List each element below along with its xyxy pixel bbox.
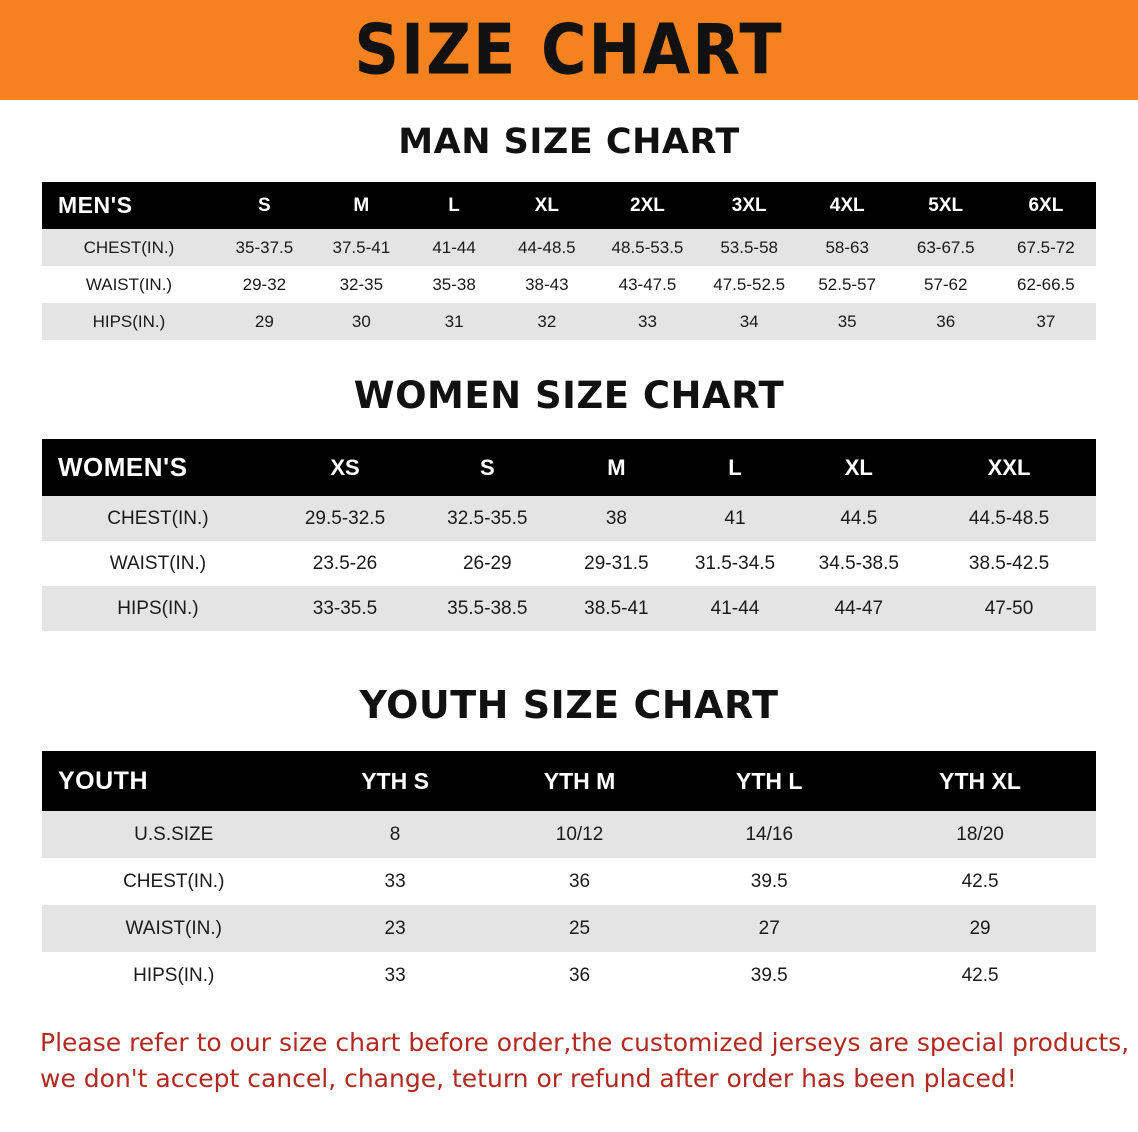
youth-row0-cell4: 18/20: [956, 823, 1004, 845]
women-row1-cell6: 38.5-42.5: [968, 552, 1050, 574]
man-row2-cell4: 32: [537, 311, 557, 331]
women-row2-cell0: HIPS(IN.): [117, 597, 199, 619]
man-row2-cell6: 34: [739, 311, 759, 331]
man-row1-cell3: 35-38: [432, 274, 476, 294]
man-header-cell-3: L: [410, 182, 499, 229]
women-row2-cell2: 35.5-38.5: [447, 597, 528, 619]
women-table-wrapper: [0, 439, 1138, 631]
youth-header-cell-0: YOUTH: [42, 751, 306, 811]
man-row1-cell0: WAIST(IN.): [85, 274, 173, 294]
youth-row2-cell3: 27: [758, 917, 780, 939]
women-header-cell-1: XS: [274, 439, 416, 496]
man-row1-cell8: 57-62: [923, 274, 968, 294]
man-header-cell-6: 3XL: [700, 182, 799, 229]
youth-row1-cell4: 42.5: [961, 870, 999, 892]
man-header-cell-5: 2XL: [595, 182, 699, 229]
man-row1-cell4: 38-43: [525, 274, 569, 294]
women-row2-cell6: 47-50: [984, 597, 1034, 619]
women-header-cell-4: L: [674, 439, 795, 496]
women-table-header-row: [42, 439, 1096, 496]
youth-row2-cell2: 25: [568, 917, 591, 939]
man-row1-cell6: 47.5-52.5: [713, 274, 786, 294]
table-row: [42, 858, 1096, 905]
man-row2-cell8: 36: [936, 311, 956, 331]
man-row0-cell4: 44-48.5: [517, 237, 576, 257]
man-table-header-row: [42, 182, 1096, 229]
table-row: [42, 229, 1096, 266]
table-row: [42, 952, 1096, 999]
page-title: SIZE CHART: [354, 8, 784, 91]
women-size-table: [42, 439, 1096, 631]
man-row0-cell7: 58-63: [825, 237, 869, 257]
man-row1-cell5: 43-47.5: [618, 274, 677, 294]
women-header-cell-3: M: [558, 439, 674, 496]
disclaimer-line-2: we don't accept cancel, change, teturn or refund after order has been placed!: [40, 1064, 1017, 1094]
youth-table-wrapper: [0, 751, 1138, 999]
youth-row1-cell0: CHEST(IN.): [123, 870, 225, 892]
man-row2-cell0: HIPS(IN.): [92, 311, 166, 331]
youth-row3-cell4: 42.5: [961, 964, 999, 986]
youth-row1-cell2: 36: [568, 870, 591, 892]
man-row0-cell2: 37.5-41: [332, 237, 391, 257]
table-row: [42, 905, 1096, 952]
man-row0-cell5: 48.5-53.5: [611, 237, 684, 257]
man-row2-cell2: 30: [351, 311, 371, 331]
man-row0-cell8: 63-67.5: [916, 237, 975, 257]
women-row1-cell4: 31.5-34.5: [694, 552, 776, 574]
youth-header-cell-1: YTH S: [306, 751, 485, 811]
man-header-cell-0: MEN'S: [42, 182, 216, 229]
women-row2-cell3: 38.5-41: [584, 597, 649, 619]
women-row1-cell2: 26-29: [462, 552, 512, 574]
youth-table-header-row: [42, 751, 1096, 811]
youth-row1-cell1: 33: [384, 870, 406, 892]
youth-row2-cell0: WAIST(IN.): [125, 917, 222, 939]
man-row0-cell0: CHEST(IN.): [83, 237, 175, 257]
women-row2-cell5: 44-47: [834, 597, 884, 619]
women-row0-cell6: 44.5-48.5: [968, 507, 1050, 529]
women-row2-cell4: 41-44: [710, 597, 760, 619]
man-row2-cell9: 37: [1036, 311, 1056, 331]
table-row: [42, 266, 1096, 303]
man-row1-cell7: 52.5-57: [818, 274, 877, 294]
man-header-cell-2: M: [313, 182, 410, 229]
man-row0-cell1: 35-37.5: [235, 237, 294, 257]
women-header-cell-6: XXL: [922, 439, 1096, 496]
man-header-cell-7: 4XL: [799, 182, 896, 229]
youth-section-heading: YOUTH SIZE CHART: [359, 683, 779, 727]
man-section-heading: MAN SIZE CHART: [398, 122, 740, 162]
youth-row2-cell4: 29: [969, 917, 991, 939]
table-row: [42, 541, 1096, 586]
youth-row3-cell3: 39.5: [750, 964, 788, 986]
man-header-cell-4: XL: [498, 182, 595, 229]
page-banner: [0, 0, 1138, 100]
youth-row3-cell0: HIPS(IN.): [133, 964, 215, 986]
youth-row3-cell1: 33: [384, 964, 406, 986]
disclaimer-line-1: Please refer to our size chart before order,the customized jerseys are special products,: [40, 1028, 1130, 1057]
man-row0-cell6: 53.5-58: [720, 237, 778, 257]
man-header-cell-1: S: [216, 182, 313, 229]
man-row1-cell2: 32-35: [339, 274, 384, 294]
youth-row0-cell3: 14/16: [745, 823, 794, 845]
women-row1-cell1: 23.5-26: [312, 552, 378, 574]
youth-size-table: [42, 751, 1096, 999]
women-row0-cell4: 41: [724, 507, 746, 529]
man-row2-cell7: 35: [837, 311, 857, 331]
youth-row1-cell3: 39.5: [750, 870, 788, 892]
women-row0-cell0: CHEST(IN.): [107, 507, 209, 529]
disclaimer-note: [0, 1025, 1138, 1098]
man-row0-cell3: 41-44: [432, 237, 476, 257]
man-table-wrapper: [0, 182, 1138, 340]
youth-header-cell-4: YTH XL: [864, 751, 1096, 811]
youth-header-cell-2: YTH M: [485, 751, 675, 811]
women-section-heading: WOMEN SIZE CHART: [353, 374, 785, 417]
man-size-table: [42, 182, 1096, 340]
women-row1-cell0: WAIST(IN.): [109, 552, 207, 574]
youth-header-cell-3: YTH L: [674, 751, 864, 811]
table-row: [42, 496, 1096, 541]
women-header-cell-2: S: [416, 439, 558, 496]
man-row2-cell1: 29: [254, 311, 274, 331]
youth-row0-cell0: U.S.SIZE: [134, 823, 214, 845]
women-row2-cell1: 33-35.5: [312, 597, 378, 619]
man-row2-cell5: 33: [638, 311, 657, 331]
man-row1-cell9: 62-66.5: [1017, 274, 1075, 294]
table-row: [42, 303, 1096, 340]
women-row0-cell1: 29.5-32.5: [304, 507, 386, 529]
man-row2-cell3: 31: [444, 311, 464, 331]
table-row: [42, 586, 1096, 631]
youth-row2-cell1: 23: [384, 917, 406, 939]
man-header-cell-9: 6XL: [996, 182, 1096, 229]
women-header-cell-5: XL: [796, 439, 922, 496]
man-row0-cell9: 67.5-72: [1017, 237, 1075, 257]
table-row: [42, 811, 1096, 858]
youth-row3-cell2: 36: [568, 964, 591, 986]
youth-row0-cell1: 8: [389, 823, 401, 845]
women-row0-cell2: 32.5-35.5: [447, 507, 528, 529]
women-row0-cell5: 44.5: [840, 507, 878, 529]
man-header-cell-8: 5XL: [896, 182, 996, 229]
women-row0-cell3: 38: [605, 507, 627, 529]
man-row1-cell1: 29-32: [242, 274, 287, 294]
youth-row0-cell2: 10/12: [555, 823, 604, 845]
women-row1-cell5: 34.5-38.5: [818, 552, 899, 574]
women-row1-cell3: 29-31.5: [584, 552, 649, 574]
women-header-cell-0: WOMEN'S: [42, 439, 274, 496]
